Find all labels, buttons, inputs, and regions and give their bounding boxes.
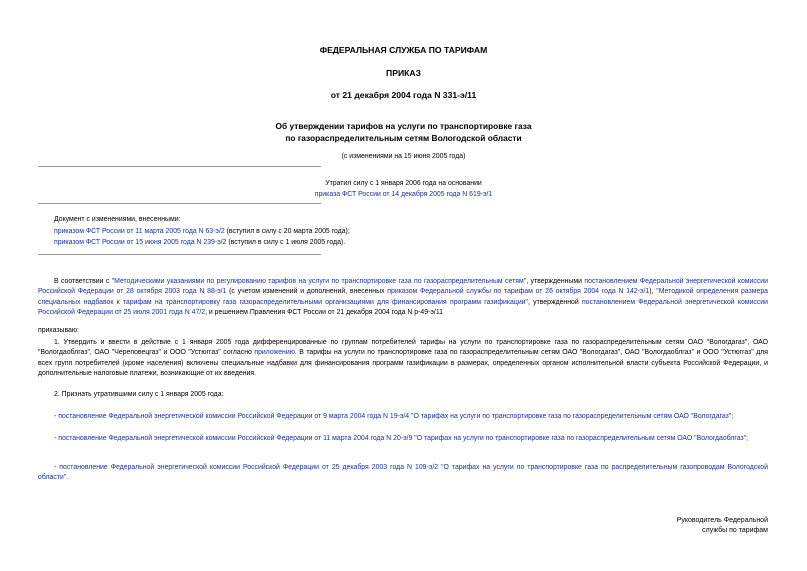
item-1-paragraph: 1. Утвердить и ввести в действие с 1 января 2005 года дифференцированные по группам потребителей тарифы на услуги по транспортировке газа по газораспределительным сетям ОАО "Вологдагаз", ОАО "Вологдаоблгаз", ОАО "Череповецгаз" и ООО "Устюггаз" согласно приложению. В тарифы на услуги по транспортировке газа по газораспределительным сетям ОАО "Вологдагаз", ОАО "Вологдаоблгаз" и ООО "Устюггаз" для всех групп потребителей (кроме населения) включены специальные надбавки для финансирования программ газификации в размерах, определенных органом исполнительной власти субъекта Российской Федерации, и дополнительные налоговые платежи, возникающие от их введения. bbox=[38, 339, 768, 378]
divider bbox=[38, 203, 321, 204]
lost-force-link[interactable]: приказа ФСТ России от 14 декабря 2005 года N 619-э/1 bbox=[314, 191, 493, 198]
signature-line-1: Руководитель Федеральной bbox=[676, 517, 768, 524]
item-2-paragraph: 2. Признать утратившими силу с 1 января 2005 года: bbox=[54, 391, 224, 398]
divider bbox=[38, 254, 321, 255]
appendix-link[interactable]: приложению bbox=[254, 349, 295, 357]
amendment-note: (с изменениями на 15 июня 2005 года) bbox=[341, 153, 466, 160]
change-link[interactable]: приказом ФСТ России от 11 марта 2005 года N 63-э/2 bbox=[54, 228, 225, 235]
document-type: ПРИКАЗ bbox=[386, 68, 421, 78]
repealed-item[interactable]: - постановление Федеральной энергетической комиссии Российской Федерации от 9 марта 2004 года N 19-э/4 "О тарифах на услуги по транспортировке газа по газораспределительным сетям ОАО "Вологдагаз"; bbox=[54, 413, 734, 420]
change-tail: (вступил в силу с 20 марта 2005 года); bbox=[224, 228, 350, 235]
lost-force-link-wrap bbox=[0, 190, 807, 199]
signature-line-2: службы по тарифам bbox=[702, 526, 768, 534]
methodology-link[interactable]: "Методикой определения размера специальных надбавок к тарифам на транспортировку газа газораспределительными организациями для финансирования программ газификации" bbox=[38, 288, 768, 306]
change-link[interactable]: приказом ФСТ России от 15 июня 2005 года N 239-э/2 bbox=[54, 239, 227, 246]
preamble-paragraph: В соответствии с "Методическими указаниями по регулированию тарифов на услуги по транспортировке газа по газораспределительным сетям", утвержденными постановлением Федеральной энергетической комиссии Российской Федерации от 28 октября 2003 года N 88-э/1 (с учетом изменений и дополнений, внесенных приказом Федеральной службы по тарифам от 26 октября 2004 года N 142-э/1), "Методикой определения размера специальных надбавок к тарифам на транспортировку газа газораспределительными организациями для финансирования программ газификации", утвержденной постановлением Федеральной энергетической комиссии Российской Федерации от 25 июля 2001 года N 47/2, и решением Правления ФСТ России от 21 декабря 2004 года N р-49-э/11 bbox=[38, 278, 768, 317]
change-tail: (вступил в силу с 1 июля 2005 года). bbox=[226, 239, 346, 246]
changes-heading: Документ с изменениями, внесенными: bbox=[54, 216, 181, 223]
fek-resolution-88-link[interactable]: постановлением Федеральной энергетической комиссии Российской Федерации от 28 октября 2003 года N 88-э/1 bbox=[38, 278, 768, 296]
document-date-number: от 21 декабря 2004 года N 331-э/11 bbox=[330, 90, 477, 100]
change-item bbox=[54, 227, 350, 236]
repealed-item[interactable]: - постановление Федеральной энергетической комиссии Российской Федерации от 25 декабря 2003 года N 109-э/2 "О тарифах на услуги по транспортировке газа по распределительным газопроводам Вологодской области". bbox=[38, 464, 768, 482]
signature-block bbox=[677, 516, 768, 536]
divider bbox=[38, 166, 321, 167]
fst-order-142-link[interactable]: приказом Федеральной службы по тарифам от 26 октября 2004 года N 142-э/1 bbox=[387, 288, 650, 296]
lost-force-text: Утратил силу с 1 января 2006 года на основании bbox=[325, 180, 482, 187]
fek-resolution-47-link[interactable]: постановлением Федеральной энергетической комиссии Российской Федерации от 25 июля 2001 года N 47/2 bbox=[38, 298, 768, 317]
document-title-line-1: Об утверждении тарифов на услуги по транспортировке газа bbox=[275, 121, 532, 131]
agency-name: ФЕДЕРАЛЬНАЯ СЛУЖБА ПО ТАРИФАМ bbox=[319, 45, 488, 55]
document-title-line-2: по газораспределительным сетям Вологодской области bbox=[285, 133, 522, 143]
order-word: приказываю: bbox=[38, 327, 79, 334]
repealed-item[interactable]: - постановление Федеральной энергетической комиссии Российской Федерации от 11 марта 2004 года N 20-э/9 "О тарифах на услуги по транспортировке газа по газораспределительным сетям ОАО "Вологдаоблгаз"; bbox=[54, 435, 748, 442]
methodical-guidelines-link[interactable]: "Методическими указаниями по регулированию тарифов на услуги по транспортировке газа по газораспределительным сетям" bbox=[111, 278, 527, 285]
change-item bbox=[54, 238, 345, 247]
